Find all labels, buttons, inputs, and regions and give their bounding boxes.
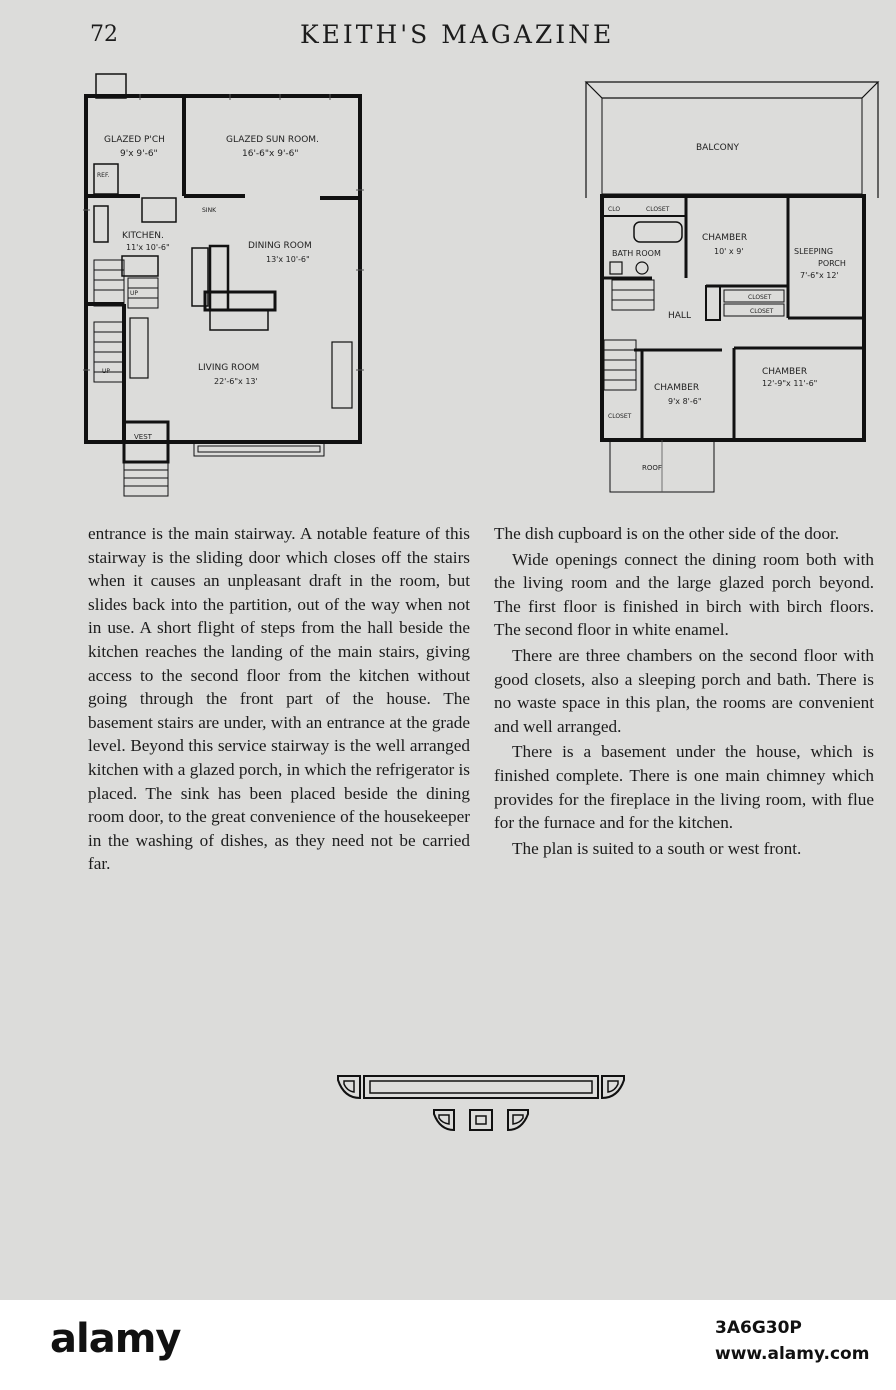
hall-label: HALL xyxy=(668,311,691,321)
roof-label: ROOF xyxy=(642,464,662,472)
dining-room-size: 13'x 10'-6" xyxy=(266,255,310,264)
right-paragraph-2: Wide openings connect the dining room both with the living room and the large glazed porch beyond. The first floor is finished in birch with birch floors. The second floor in white enamel. xyxy=(494,549,874,640)
right-paragraph-5: The plan is suited to a south or west front. xyxy=(512,838,802,858)
stock-logo: alamy xyxy=(50,1316,181,1362)
bath-room-label: BATH ROOM xyxy=(612,249,661,258)
sleeping-porch-size: 7'-6"x 12' xyxy=(800,271,839,280)
magazine-title: KEITH'S MAGAZINE xyxy=(300,20,615,49)
sun-room-size: 16'-6"x 9'-6" xyxy=(242,149,299,159)
clo-label: CLO xyxy=(608,206,621,213)
right-paragraph-4: There is a basement under the house, which is finished complete. There is one main chimney which provides for the fireplace in the living room, with flue for the furnace and for the kitchen. xyxy=(494,742,874,833)
sleeping-porch-label-2: PORCH xyxy=(818,259,846,268)
stock-url: www.alamy.com xyxy=(715,1344,870,1364)
dining-room-label: DINING ROOM xyxy=(248,241,312,251)
living-room-label: LIVING ROOM xyxy=(198,363,260,373)
chamber-1-size: 10' x 9' xyxy=(714,247,744,256)
chamber-2-label: CHAMBER xyxy=(654,383,700,393)
chamber-3-label: CHAMBER xyxy=(762,367,808,377)
chamber-2-size: 9'x 8'-6" xyxy=(668,397,702,406)
right-paragraph-3: There are three chambers on the second floor with good closets, also a sleeping porch and bath. There is no waste space in this plan, the rooms are convenient and well arranged. xyxy=(494,645,874,736)
glazed-porch-size: 9'x 9'-6" xyxy=(120,149,158,159)
chamber-1-label: CHAMBER xyxy=(702,233,748,243)
balcony-label: BALCONY xyxy=(696,143,739,153)
closet-top-label: CLOSET xyxy=(646,206,670,213)
up-label-main: UP xyxy=(102,368,111,375)
second-floor-plan xyxy=(582,78,882,496)
stock-image-id: 3A6G30P xyxy=(715,1318,802,1338)
closet-b-label: CLOSET xyxy=(750,308,774,315)
glazed-porch-label: GLAZED P'CH xyxy=(104,135,165,145)
right-text-column xyxy=(494,522,874,860)
sleeping-porch-label: SLEEPING xyxy=(794,247,834,256)
kitchen-label: KITCHEN. xyxy=(122,231,164,241)
kitchen-size: 11'x 10'-6" xyxy=(126,243,170,252)
up-label-small: UP xyxy=(130,290,139,297)
closet-c-label: CLOSET xyxy=(608,413,632,420)
sink-label: SINK xyxy=(202,207,217,214)
left-paragraph: entrance is the main stairway. A notable feature of this stairway is the sliding door which closes off the stairs when it causes an unpleasant draft in the room, but slides back into the partition, out of the way when not in use. A short flight of steps from the hall beside the kitchen reaches the landing of the main stairs, giving access to the second floor from the kitchen without going through the front part of the house. The basement stairs are under, with an entrance at the grade level. Beyond this service stairway is the well arranged kitchen with a glazed porch, in which the refrigerator is placed. The sink has been placed beside the dining room door, to the great convenience of the housekeeper in the washing of dishes, as they need not be carried far. xyxy=(88,524,470,874)
right-paragraph-1: The dish cupboard is on the other side of the door. xyxy=(494,524,840,543)
first-floor-drawing xyxy=(80,70,370,500)
closet-a-label: CLOSET xyxy=(748,294,772,301)
decorative-ornament xyxy=(336,1072,626,1142)
sun-room-label: GLAZED SUN ROOM. xyxy=(226,135,319,145)
living-room-size: 22'-6"x 13' xyxy=(214,377,258,386)
second-floor-drawing xyxy=(582,78,882,496)
left-text-column xyxy=(88,522,470,876)
ornament-graphic xyxy=(336,1072,626,1138)
chamber-3-size: 12'-9"x 11'-6" xyxy=(762,379,818,388)
refrigerator-label: REF. xyxy=(97,172,110,179)
vestibule-label: VEST xyxy=(134,433,152,441)
page-number: 72 xyxy=(90,22,118,47)
first-floor-plan xyxy=(80,70,370,500)
